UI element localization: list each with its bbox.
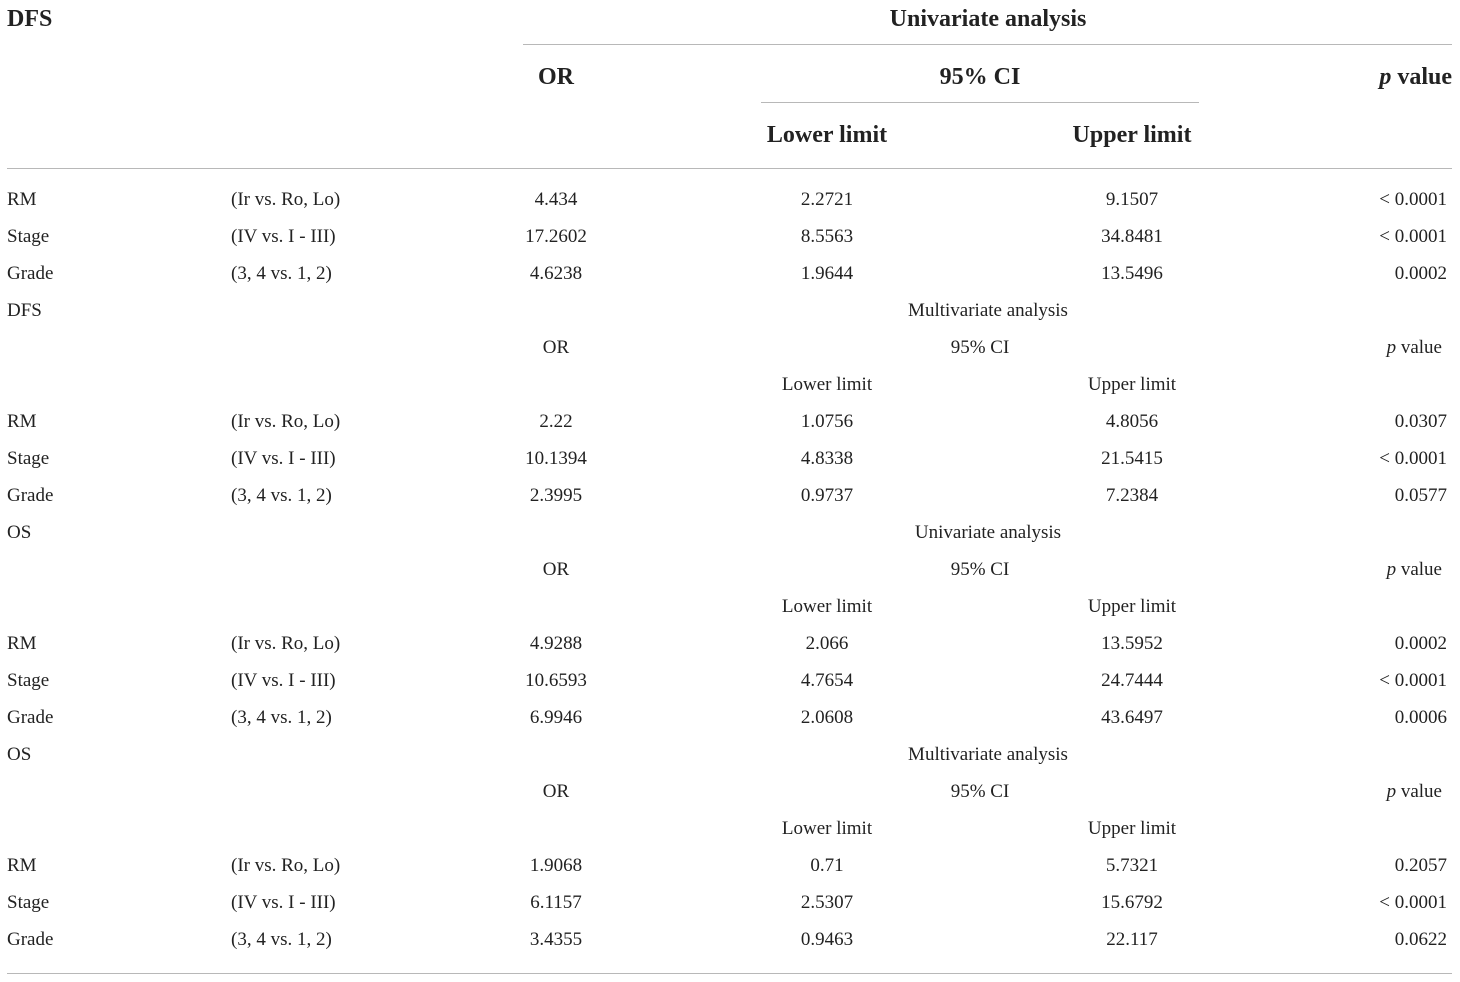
p-rest: value [1396,781,1442,802]
row-comparison: (IV vs. I - III) [231,226,336,247]
ci-header-rule [761,102,1199,103]
analysis-label: Multivariate analysis [908,744,1068,765]
or-value: 1.9068 [529,855,583,876]
p-value: < 0.0001 [1379,226,1447,247]
upper-limit-subheader: Upper limit [1087,374,1177,395]
row-label: RM [7,411,37,432]
row-label: Stage [7,892,50,913]
or-value: 10.6593 [525,670,587,691]
p-italic: p [1379,64,1392,90]
p-rest: value [1391,64,1452,90]
row-comparison: (IV vs. I - III) [231,448,336,469]
p-value: 0.0006 [1394,707,1447,728]
lower-limit-subheader: Lower limit [781,596,873,617]
p-value: 0.0307 [1394,411,1447,432]
p-value: 0.0002 [1394,263,1447,284]
or-value: 6.1157 [530,892,582,913]
lower-limit-value: 0.71 [810,855,844,876]
row-comparison: (3, 4 vs. 1, 2) [231,485,332,506]
upper-limit-value: 24.7444 [1101,670,1163,691]
row-comparison: (Ir vs. Ro, Lo) [231,189,341,210]
or-value: 3.4355 [529,929,583,950]
p-value: 0.0002 [1394,633,1447,654]
p-italic: p [1386,781,1397,802]
section-label: OS [7,522,32,543]
group-header-rule [523,44,1452,45]
p-rest: value [1396,337,1442,358]
or-value: 10.1394 [525,448,587,469]
row-label: Grade [7,707,54,728]
upper-limit-value: 4.8056 [1105,411,1159,432]
row-comparison: (IV vs. I - III) [231,892,336,913]
upper-limit-value: 21.5415 [1101,448,1163,469]
upper-limit-value: 13.5496 [1101,263,1163,284]
p-italic: p [1386,337,1397,358]
or-subheader: OR [542,337,570,358]
or-value: 17.2602 [525,226,587,247]
lower-limit-value: 0.9737 [800,485,854,506]
row-label: Stage [7,448,50,469]
row-label: Grade [7,929,54,950]
upper-limit-value: 22.117 [1106,929,1158,950]
lower-limit-value: 4.7654 [800,670,854,691]
row-comparison: (3, 4 vs. 1, 2) [231,929,332,950]
lower-limit-value: 0.9463 [800,929,854,950]
lower-limit-value: 2.5307 [800,892,854,913]
row-label: RM [7,633,37,654]
p-value: < 0.0001 [1379,448,1447,469]
group-header: Univariate analysis [889,6,1087,32]
p-value-header [1379,63,1452,91]
or-subheader: OR [542,781,570,802]
or-value: 4.9288 [529,633,583,654]
lower-limit-value: 1.0756 [800,411,854,432]
p-value-subheader [1387,780,1442,804]
header-bottom-rule [7,168,1452,169]
analysis-label: Univariate analysis [914,522,1062,543]
row-label: Grade [7,263,54,284]
upper-limit-value: 34.8481 [1101,226,1163,247]
analysis-label: Multivariate analysis [908,300,1068,321]
row-label: Stage [7,226,50,247]
p-value-subheader [1387,558,1442,582]
p-value: 0.2057 [1394,855,1447,876]
lower-limit-header: Lower limit [766,122,888,148]
row-comparison: (3, 4 vs. 1, 2) [231,707,332,728]
row-comparison: (IV vs. I - III) [231,670,336,691]
upper-limit-value: 43.6497 [1101,707,1163,728]
p-value-subheader [1387,336,1442,360]
section-label: DFS [7,300,42,321]
p-value: < 0.0001 [1379,670,1447,691]
or-header: OR [538,64,574,90]
p-value: 0.0622 [1394,929,1447,950]
upper-limit-subheader: Upper limit [1087,818,1177,839]
row-label: Stage [7,670,50,691]
p-value: < 0.0001 [1379,189,1447,210]
p-italic: p [1386,559,1397,580]
corner-label: DFS [7,6,53,32]
section-label: OS [7,744,32,765]
or-value: 4.6238 [529,263,583,284]
lower-limit-value: 2.066 [805,633,849,654]
lower-limit-value: 2.2721 [800,189,854,210]
upper-limit-subheader: Upper limit [1087,596,1177,617]
lower-limit-subheader: Lower limit [781,818,873,839]
p-rest: value [1396,559,1442,580]
ci-subheader: 95% CI [950,781,1010,802]
or-value: 4.434 [534,189,578,210]
row-label: RM [7,855,37,876]
lower-limit-value: 1.9644 [800,263,854,284]
lower-limit-subheader: Lower limit [781,374,873,395]
lower-limit-value: 8.5563 [800,226,854,247]
or-value: 6.9946 [529,707,583,728]
row-label: RM [7,189,37,210]
upper-limit-value: 5.7321 [1105,855,1159,876]
row-comparison: (Ir vs. Ro, Lo) [231,855,341,876]
p-value: < 0.0001 [1379,892,1447,913]
ci-header: 95% CI [939,64,1021,90]
upper-limit-value: 9.1507 [1105,189,1159,210]
lower-limit-value: 4.8338 [800,448,854,469]
table-bottom-rule [7,973,1452,974]
upper-limit-value: 13.5952 [1101,633,1163,654]
row-comparison: (Ir vs. Ro, Lo) [231,633,341,654]
upper-limit-header: Upper limit [1072,122,1192,148]
row-comparison: (3, 4 vs. 1, 2) [231,263,332,284]
lower-limit-value: 2.0608 [800,707,854,728]
row-label: Grade [7,485,54,506]
or-value: 2.3995 [529,485,583,506]
row-comparison: (Ir vs. Ro, Lo) [231,411,341,432]
p-value: 0.0577 [1394,485,1447,506]
ci-subheader: 95% CI [950,559,1010,580]
upper-limit-value: 15.6792 [1101,892,1163,913]
or-subheader: OR [542,559,570,580]
upper-limit-value: 7.2384 [1105,485,1159,506]
or-value: 2.22 [539,411,573,432]
ci-subheader: 95% CI [950,337,1010,358]
